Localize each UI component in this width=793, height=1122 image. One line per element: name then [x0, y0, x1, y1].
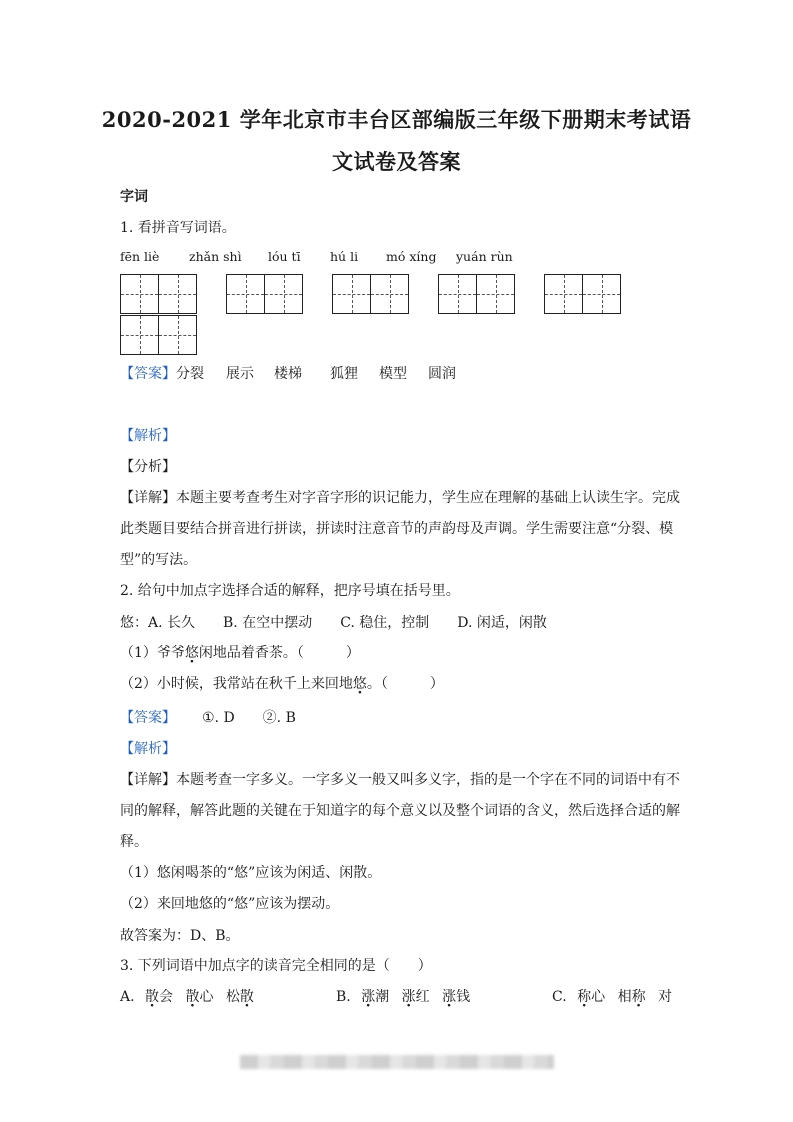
q3-option-c[interactable] [552, 986, 672, 1006]
detail-tag: 【详解】 [120, 490, 176, 506]
section-heading: 字词 [120, 189, 148, 205]
detail-text: 本题主要考查考生对字音字形的识记能力，学生应在理解的基础上认读生字。完成 [176, 490, 680, 506]
q2-detail-line3: 释。 [120, 834, 148, 850]
answer-text: ①. D ②. B [202, 710, 296, 726]
q1-answer-line [120, 363, 204, 383]
option-label: A. [120, 989, 135, 1005]
q3-stem: 3. 下列词语中加点字的读音完全相同的是（ ） [120, 958, 432, 974]
writing-grid-6[interactable] [120, 315, 197, 355]
option-word: 相称 [617, 989, 646, 1005]
answer-word: 圆润 [428, 366, 456, 382]
option-word: 散会 [145, 989, 174, 1005]
sentence-text: 。（ ） [366, 676, 444, 692]
q2-conclusion: 故答案为：D、B。 [120, 928, 240, 944]
answer-tag: 【答案】 [120, 366, 176, 382]
option-word: 涨钱 [442, 989, 471, 1005]
writing-grid-2[interactable] [226, 274, 303, 314]
option-label: B. [336, 989, 351, 1005]
q1-detail-line2: 此类题目要结合拼音进行拼读，拼读时注意音节的声韵母及声调。学生需要注意“分裂、模 [120, 521, 674, 537]
pinyin-4: hú li [330, 249, 359, 264]
q3-option-b[interactable] [336, 986, 470, 1006]
option-word: 松散 [225, 989, 254, 1005]
answer-word: 展示 [226, 366, 254, 382]
answer-word: 楼梯 [274, 366, 302, 382]
option-word: 散心 [185, 989, 214, 1005]
q2-sentence-1 [120, 642, 360, 662]
sentence-text: 闲地品着香茶。（ ） [198, 645, 360, 661]
detail-tag: 【详解】 [120, 772, 176, 788]
fenxi-tag: 【分析】 [120, 459, 176, 475]
answer-tag: 【答案】 [120, 710, 176, 726]
sentence-text: （2）小时候，我常站在秋千上来回地 [120, 676, 353, 692]
option-word: 涨潮 [361, 989, 390, 1005]
pinyin-1: fēn liè [120, 249, 160, 264]
q2-detail-line1 [120, 769, 680, 789]
q2-sentence-2 [120, 673, 444, 693]
writing-grid-1[interactable] [120, 274, 197, 314]
pinyin-6: yuán rùn [456, 249, 513, 264]
jiexi-tag: 【解析】 [120, 741, 176, 757]
q2-explanation-1: （1）悠闲喝茶的“悠”应该为闲适、闲散。 [120, 865, 382, 881]
writing-grid-5[interactable] [544, 274, 621, 314]
blurred-footer [240, 1055, 554, 1069]
q1-detail-line1 [120, 487, 680, 507]
q2-explanation-2: （2）来回地悠的“悠”应该为摆动。 [120, 896, 340, 912]
answer-word: 狐狸 [330, 366, 358, 382]
pinyin-2: zhǎn shì [189, 249, 242, 264]
sentence-text: （1）爷爷 [120, 645, 185, 661]
option-word: 对 [658, 989, 673, 1005]
answer-word: 模型 [379, 366, 407, 382]
doc-title-line2: 文试卷及答案 [332, 149, 461, 174]
writing-grid-3[interactable] [332, 274, 409, 314]
pinyin-3: lóu tī [268, 249, 301, 264]
answer-word: 分裂 [176, 366, 204, 382]
dotted-char: 悠 [184, 645, 199, 661]
detail-text: 本题考查一字多义。一字多义一般又叫多义字，指的是一个字在不同的词语中有不 [176, 772, 680, 788]
q2-detail-line2: 同的解释，解答此题的关键在于知道字的每个意义以及整个词语的含义，然后选择合适的解 [120, 803, 680, 819]
option-word: 涨红 [401, 989, 430, 1005]
dotted-char: 悠 [352, 676, 367, 692]
writing-grid-4[interactable] [438, 274, 515, 314]
option-label: C. [552, 989, 567, 1005]
q3-option-a[interactable] [120, 986, 254, 1006]
q2-stem: 2. 给句中加点字选择合适的解释，把序号填在括号里。 [120, 583, 460, 599]
q2-options: 悠：A. 长久 B. 在空中摆动 C. 稳住，控制 D. 闲适，闲散 [120, 615, 547, 631]
q1-stem: 1. 看拼音写词语。 [120, 220, 236, 236]
pinyin-5: mó xíng [386, 249, 437, 264]
option-word: 称心 [577, 989, 606, 1005]
jiexi-tag: 【解析】 [120, 428, 176, 444]
doc-title-line1: 2020-2021 学年北京市丰台区部编版三年级下册期末考试语 [101, 107, 692, 132]
q2-answer-line [120, 707, 296, 727]
q1-detail-line3: 型”的写法。 [120, 552, 198, 568]
